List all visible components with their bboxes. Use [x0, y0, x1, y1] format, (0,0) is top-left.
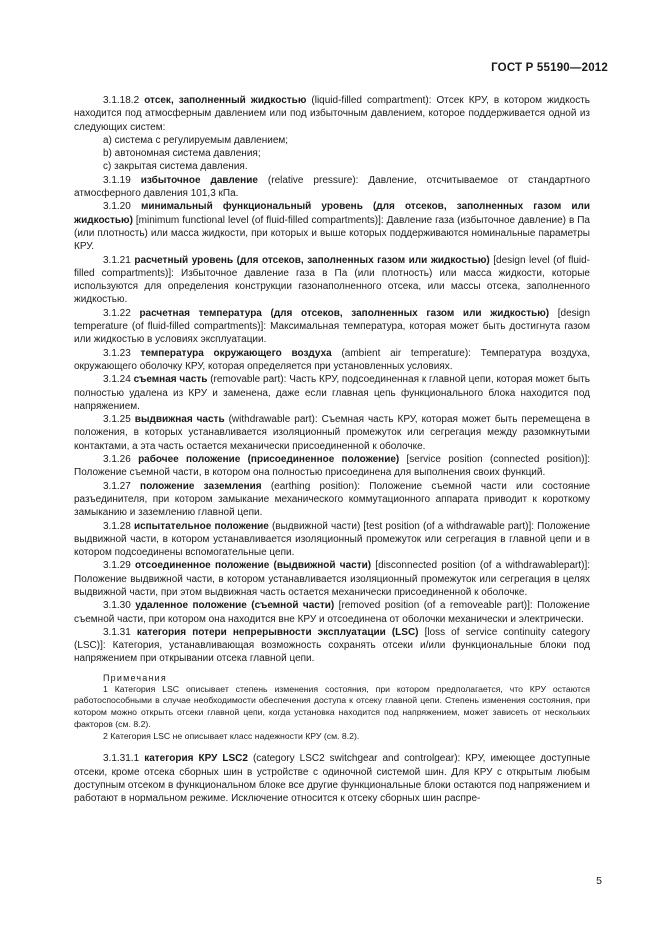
definition-3-1-20: 3.1.20 минимальный функциональный уровень (для отсеков, заполненных газом или жидкостью) [minimum functional level (of fluid-filled compartments)]: Давление газа (избыточное давление) в Па (или плотность) или масса жидкости, при которых и выше которых поддерживаются номинальные параметры КРУ.	[74, 201, 590, 253]
definition-3-1-24: 3.1.24 съемная часть (removable part): Часть КРУ, подсоединенная к главной цепи, которая может быть полностью удалена из КРУ и заменена, даже если главная цепь функционального блока находится под напряжением.	[74, 374, 590, 412]
page-number: 5	[596, 875, 602, 887]
definition-3-1-30: 3.1.30 удаленное положение (съемной части) [removed position (of a removeable part)]: Положение съемной части, при котором она находится вне КРУ и отсоединена от оболочки механически и электрически.	[74, 600, 590, 625]
definition-3-1-25: 3.1.25 выдвижная часть (withdrawable part): Съемная часть КРУ, которая может быть перемещена в положения, в которых устанавливается изоляционный промежуток или сегрегация между разомкнутыми контактами, а эта часть остается механически присоединенной к оболочке.	[74, 414, 591, 452]
definition-3-1-31-1: 3.1.31.1 категория КРУ LSC2 (category LSC2 switchgear and controlgear): КРУ, имеющее доступные отсеки, кроме отсека сборных шин в устройстве с одиночной системой шин. Для КРУ с открытым любым доступным отсеком в функциональном блоке все другие функциональные блоки остаются под напряжением и работают в нормальном режиме. Исключение относится к отсеку сборных шин распре-	[74, 753, 590, 805]
list-item-c: c) закрытая система давления.	[103, 161, 248, 173]
definition-3-1-18-2: 3.1.18.2 отсек, заполненный жидкостью (liquid-filled compartment): Отсек КРУ, в котором жидкость находится под атмосферным давлением или под избыточным давлением, которое поддерживается одной из следующих систем:	[74, 95, 590, 133]
definition-3-1-28: 3.1.28 испытательное положение (выдвижной части) [test position (of a withdrawable part)]: Положение выдвижной части, в котором устанавливается изоляционный промежуток или сегрегация в главной цепи и в котором подсоединены вспомогательные цепи.	[74, 520, 591, 559]
list-item-a: a) система с регулируемым давлением;	[103, 134, 289, 146]
list-item-b: b) автономная система давления;	[103, 148, 261, 160]
definition-3-1-27: 3.1.27 положение заземления (earthing position): Положение съемной части или состояние разъединителя, при котором замыкание механического коммутационного аппарата приводит к короткому замыканию и заземлению главной цепи.	[74, 480, 591, 519]
definition-3-1-21: 3.1.21 расчетный уровень (для отсеков, заполненных газом или жидкостью) [design level (of fluid-filled compartments)]: Избыточное давление газа в Па (или плотность) или масса жидкости, которые используются для определения конструкции газонаполненного отсека, или массы отсека, заполненного жидкостью.	[74, 254, 591, 306]
document-id: ГОСТ Р 55190—2012	[491, 62, 608, 74]
document-body	[74, 94, 590, 805]
definition-3-1-29: 3.1.29 отсоединенное положение (выдвижной части) [disconnected position (of a withdrawablepart)]: Положение выдвижной части, в котором устанавливается изоляционный промежуток или сегрегация в целях выдвижной части, при этом выдвижная часть остается механически присоединенной к оболочке.	[74, 560, 591, 598]
definition-3-1-31: 3.1.31 категория потери непрерывности эксплуатации (LSC) [loss of service continuity category (LSC)]: Категория, устанавливающая возможность сохранять отсеки и/или функциональные блоки под напряжением при открывании отсека главной цепи.	[74, 626, 590, 665]
notes-title: Примечания	[103, 672, 167, 683]
definition-3-1-23: 3.1.23 температура окружающего воздуха (ambient air temperature): Температура воздуха, окружающего оболочку КРУ, которая определяется при установленных условиях.	[74, 347, 591, 372]
note-item-2: 2 Категория LSC не описывает класс надежности КРУ (см. 8.2).	[103, 730, 360, 741]
definition-3-1-26: 3.1.26 рабочее положение (присоединенное положение) [service position (connected position)]: Положение съемной части, в котором она полностью присоединена для выполнения своих функций.	[74, 454, 591, 479]
definition-3-1-19: 3.1.19 избыточное давление (relative pressure): Давление, отсчитываемое от стандартного атмосферного давления 101,3 кПа.	[74, 174, 591, 200]
definition-3-1-22: 3.1.22 расчетная температура (для отсеков, заполненных газом или жидкостью) [design temperature (of fluid-filled compartments)]: Максимальная температура, которая может быть достигнута газом или жидкостью в условиях эксплуатации.	[74, 307, 591, 346]
note-item-1: 1 Категория LSC описывает степень изменения состояния, при котором предполагается, что КРУ остаются работоспособными в случае необходимости обеспечения доступа к отсеку главной цепи. Степень изменения состояния, при котором можно открыть отсеки главной цепи, когда установка находится под напряжением, может зависеть от нескольких факторов (см. 8.2).	[74, 683, 590, 729]
